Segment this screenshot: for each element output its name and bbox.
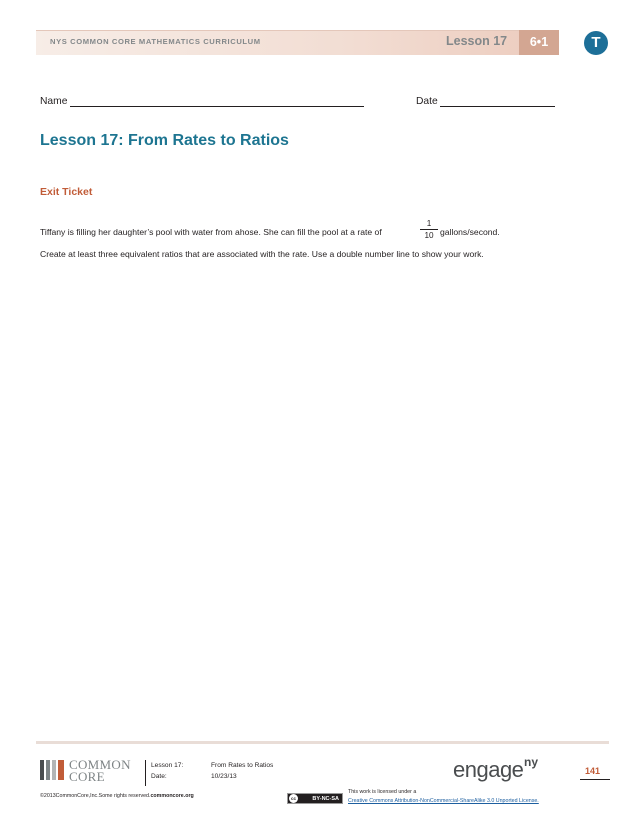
logo-word-common: COMMON xyxy=(69,757,131,772)
cc-license-badge[interactable]: BY-NC-SA xyxy=(287,793,343,804)
footer-date-label: Date: xyxy=(151,773,167,780)
engageny-logo: engage xyxy=(453,757,524,782)
curriculum-label: NYS COMMON CORE MATHEMATICS CURRICULUM xyxy=(50,37,261,46)
common-core-logo-icon xyxy=(40,760,66,780)
page-title: Lesson 17: From Rates to Ratios xyxy=(40,132,289,149)
date-line[interactable] xyxy=(440,106,555,107)
section-heading: Exit Ticket xyxy=(40,186,93,198)
rate-fraction xyxy=(420,219,438,240)
fraction-numerator: 1 xyxy=(426,219,432,228)
teacher-badge: T xyxy=(584,31,608,55)
copyright-site[interactable]: commoncore.org xyxy=(150,793,194,799)
grade-module-label: 6•1 xyxy=(519,30,559,55)
logo-word-core: CORE xyxy=(69,769,105,784)
footer-lesson-label: Lesson 17: xyxy=(151,762,184,769)
fraction-bar xyxy=(420,229,438,230)
name-line[interactable] xyxy=(70,106,364,107)
problem-text-2: Create at least three equivalent ratios that are associated with the rate. Use a double number line to show your work. xyxy=(40,249,484,259)
copyright xyxy=(40,793,194,799)
fraction-denominator: 10 xyxy=(424,231,434,240)
license-text: This work is licensed under a xyxy=(348,789,417,795)
footer-date-value: 10/23/13 xyxy=(211,773,237,780)
footer-divider xyxy=(145,760,146,786)
lesson-label: Lesson 17 xyxy=(446,34,508,48)
page-number: 141 xyxy=(585,766,601,776)
name-label: Name xyxy=(40,96,68,107)
problem-text-units: gallons/second. xyxy=(440,227,500,237)
footer-rule xyxy=(36,741,609,744)
license-link[interactable]: Creative Commons Attribution-NonCommercial-ShareAlike 3.0 Unported License. xyxy=(348,798,539,804)
footer-lesson-value: From Rates to Ratios xyxy=(211,762,274,769)
engageny-logo-sup: ny xyxy=(524,755,539,769)
problem-text-1: Tiffany is filling her daughter’s pool with water from ahose. She can fill the pool at a rate of xyxy=(40,227,382,237)
copyright-text: ©2013CommonCore,Inc.Some rights reserved. xyxy=(40,793,151,799)
page-number-rule xyxy=(580,779,610,780)
cc-icon: cc xyxy=(290,796,296,801)
date-label: Date xyxy=(416,96,438,107)
